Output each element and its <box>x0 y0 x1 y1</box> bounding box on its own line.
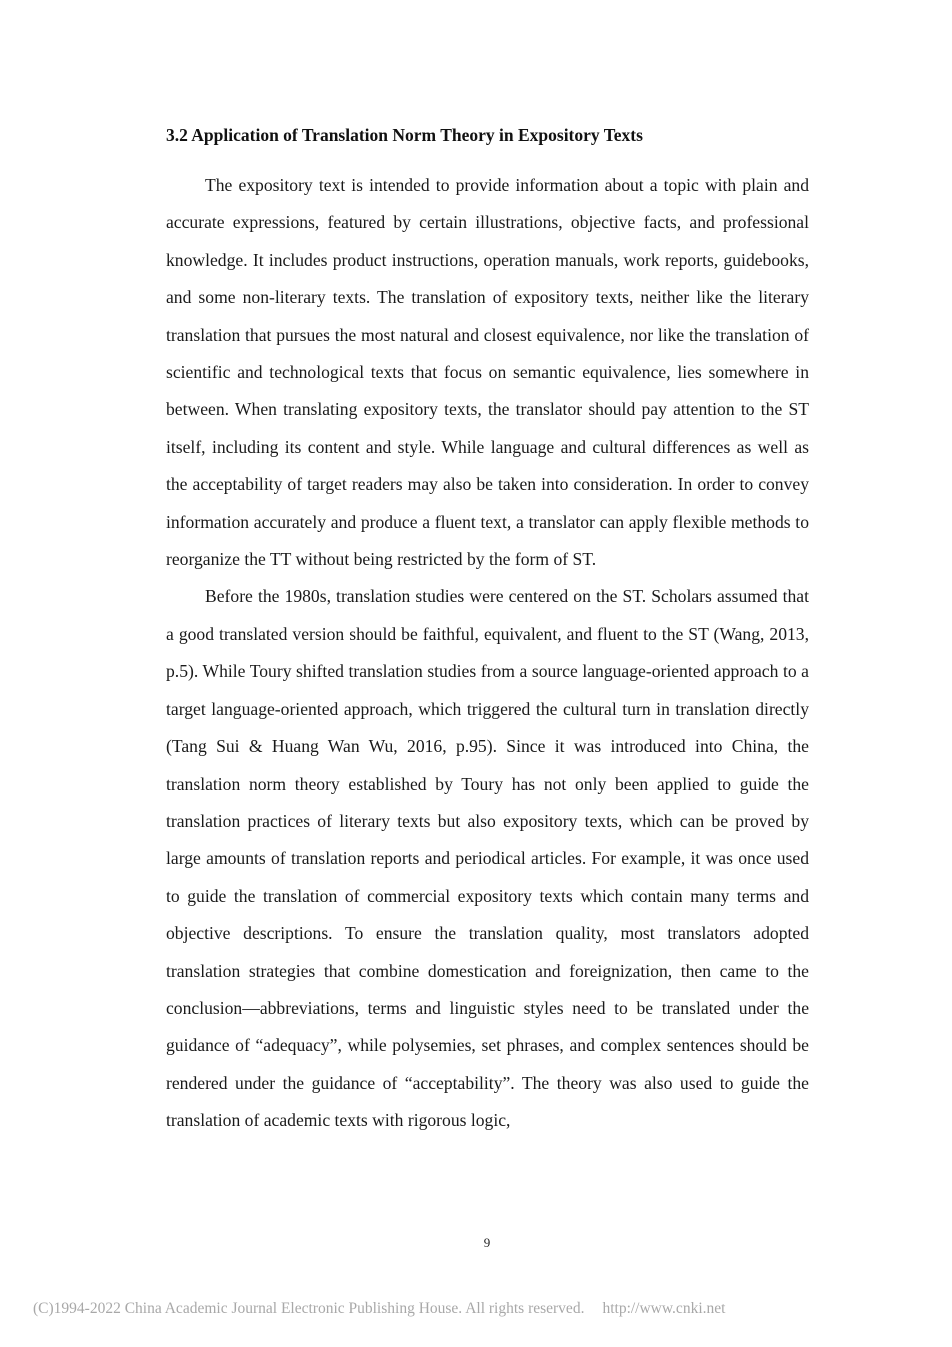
page-content <box>166 122 809 1140</box>
page-number: 9 <box>483 1235 491 1250</box>
section-heading: 3.2 Application of Translation Norm Theory in Expository Texts <box>166 125 643 145</box>
body-paragraph-2: Before the 1980s, translation studies were centered on the ST. Scholars assumed that a good translated version should be faithful, equivalent, and fluent to the ST (Wang, 2013, p.5). While Toury shifted translation studies from a source language-oriented approach to a target language-oriented approach, which triggered the cultural turn in translation directly (Tang Sui & Huang Wan Wu, 2016, p.95). Since it was introduced into China, the translation norm theory established by Toury has not only been applied to guide the translation practices of literary texts but also expository texts, which can be proved by large amounts of translation reports and periodical articles. For example, it was once used to guide the translation of commercial expository texts which contain many terms and objective descriptions. To ensure the translation quality, most translators adopted translation strategies that combine domestication and foreignization, then came to the conclusion—abbreviations, terms and linguistic styles need to be translated under the guidance of “adequacy”, while polysemies, set phrases, and complex sentences should be rendered under the guidance of “acceptability”. The theory was also used to guide the translation of academic texts with rigorous logic, <box>166 586 809 1131</box>
copyright-footer <box>33 1298 725 1320</box>
copyright-notice: (C)1994-2022 China Academic Journal Electronic Publishing House. All rights reserved. <box>33 1300 585 1317</box>
footer-url: http://www.cnki.net <box>602 1300 726 1317</box>
body-paragraph-1: The expository text is intended to provide information about a topic with plain and accurate expressions, featured by certain illustrations, objective facts, and professional knowledge. It includes product instructions, operation manuals, work reports, guidebooks, and some non-literary texts. The translation of expository texts, neither like the literary translation that pursues the most natural and closest equivalence, nor like the translation of scientific and technological texts that focus on semantic equivalence, lies somewhere in between. When translating expository texts, the translator should pay attention to the ST itself, including its content and style. While language and cultural differences as well as the acceptability of target readers may also be taken into consideration. In order to convey information accurately and produce a fluent text, a translator can apply flexible methods to reorganize the TT without being restricted by the form of ST. <box>166 175 809 570</box>
